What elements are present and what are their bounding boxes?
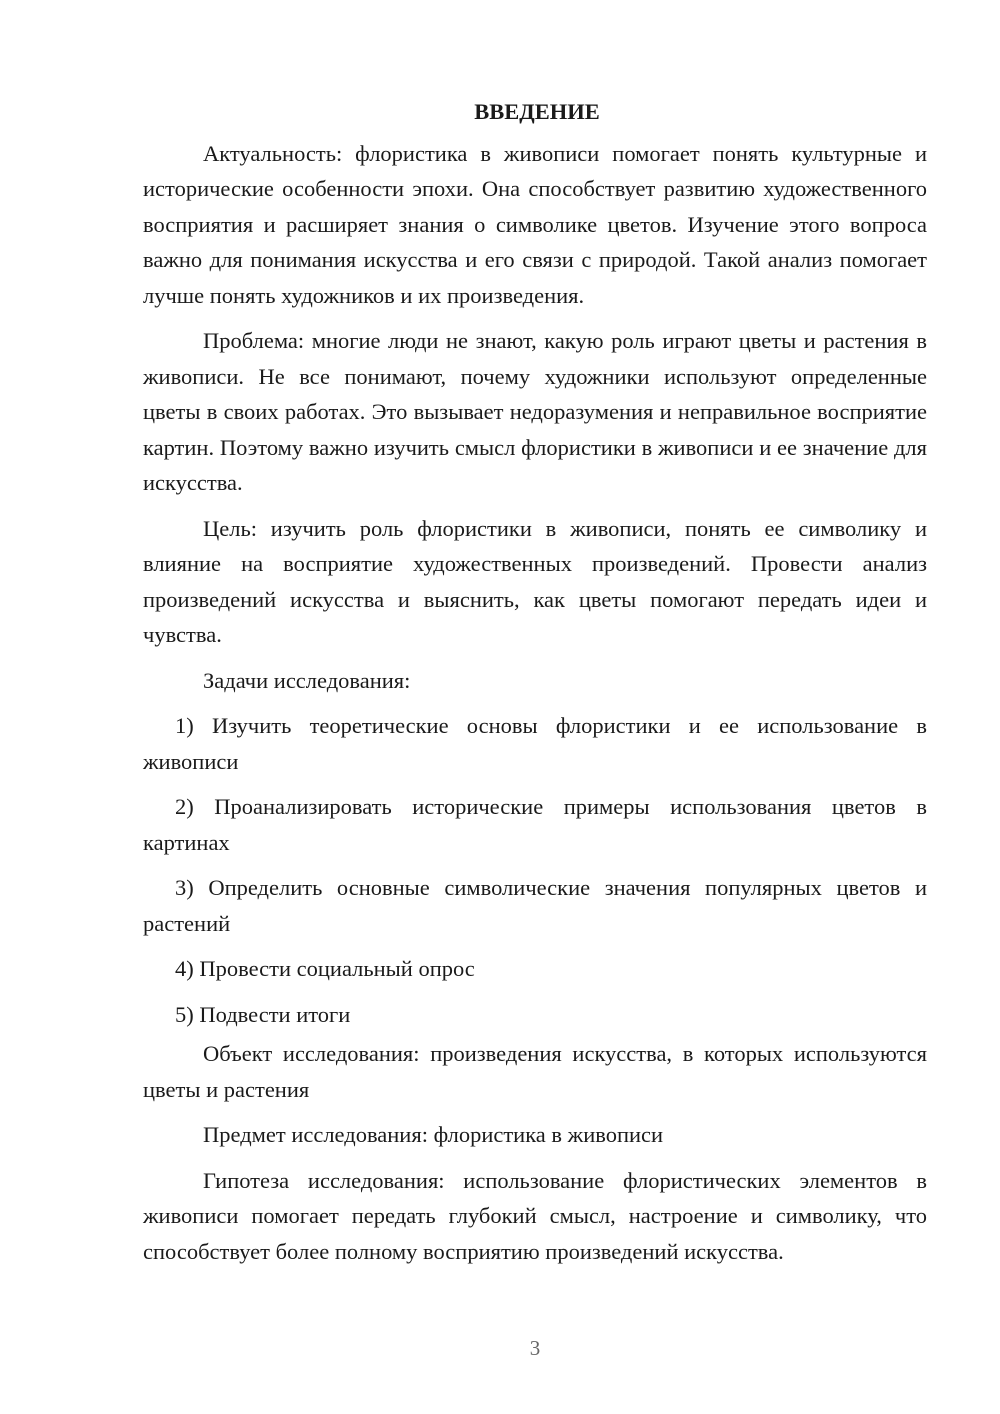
list-item: 1) Изучить теоретические основы флористики и ее использование в живописи [143,713,927,774]
paragraph-goal: Цель: изучить роль флористики в живописи, понять ее символику и влияние на восприятие художественных произведений. Провести анализ произведений искусства и выяснить, как цветы помогают передать идеи и чувства. [143,515,927,647]
paragraph-subject: Предмет исследования: флористика в живописи [203,1122,664,1147]
list-item: 3) Определить основные символические значения популярных цветов и растений [143,875,927,936]
paragraph-object: Объект исследования: произведения искусства, в которых используются цветы и растения [143,1041,927,1102]
page-content [143,94,927,1279]
page-number: 3 [529,1336,541,1360]
tasks-heading: Задачи исследования: [203,667,411,693]
list-item: 4) Провести социальный опрос [175,956,475,981]
paragraph-problem: Проблема: многие люди не знают, какую роль играют цветы и растения в живописи. Не все понимают, почему художники используют определенные цветы в своих работах. Это вызывает недоразумения и неправильное восприятие картин. Поэтому важно изучить смысл флористики в живописи и ее значение для искусства. [143,328,927,495]
list-item: 2) Проанализировать исторические примеры использования цветов в картинах [143,794,927,855]
paragraph-hypothesis: Гипотеза исследования: использование флористических элементов в живописи помогает передать глубокий смысл, настроение и символику, что способствует более полному восприятию произведений искусства. [143,1167,927,1264]
page-title: ВВЕДЕНИЕ [474,99,600,124]
paragraph-relevance: Актуальность: флористика в живописи помогает понять культурные и исторические особенности эпохи. Она способствует развитию художественного восприятия и расширяет знания о символике цветов. Изучение этого вопроса важно для понимания искусства и его связи с природой. Такой анализ помогает лучше понять художников и их произведения. [143,140,927,308]
tasks-list [143,708,927,1032]
list-item: 5) Подвести итоги [175,1001,351,1027]
